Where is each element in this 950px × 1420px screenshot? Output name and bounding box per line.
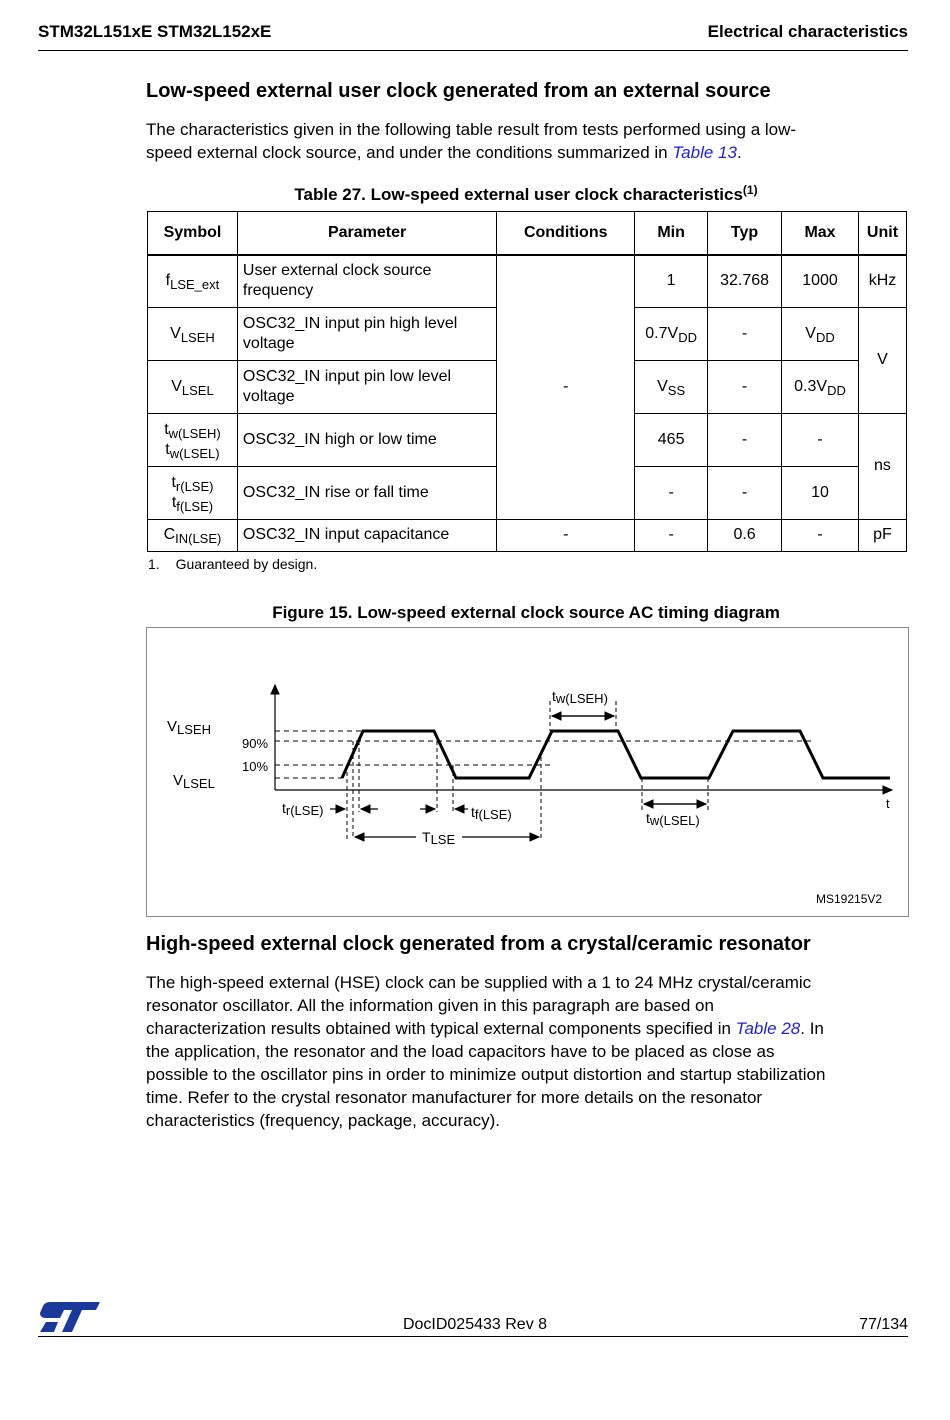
table-row <box>148 255 907 307</box>
section-paragraph-lse <box>146 118 906 164</box>
tw-lseh-label: tw(LSEH) <box>552 688 608 706</box>
vlseh-label: VLSEH <box>167 718 211 737</box>
paragraph-line: time. Refer to the crystal resonator manufacturer for more details on the resonator <box>146 1088 763 1107</box>
figure-reference: MS19215V2 <box>816 892 883 906</box>
symbol-sub: LSEL <box>181 382 214 398</box>
typ-cell: - <box>708 360 782 413</box>
min-cell: - <box>635 519 708 551</box>
value-main: 0.7V <box>645 324 679 342</box>
header-section-title: Electrical characteristics <box>707 22 908 41</box>
symbol-sub: LSEH <box>180 329 215 345</box>
footnote-text: Guaranteed by design. <box>175 556 318 572</box>
min-cell: 465 <box>635 413 708 466</box>
parameter-cell <box>237 307 496 360</box>
min-cell <box>635 307 708 360</box>
min-cell <box>635 360 708 413</box>
min-cell: - <box>635 466 708 519</box>
value-sub: DD <box>815 329 835 345</box>
unit-cell: pF <box>858 519 906 551</box>
header-divider <box>38 50 908 51</box>
label-90-percent: 90% <box>242 736 269 751</box>
paragraph-text: . <box>736 143 742 162</box>
symbol-sub: f(LSE) <box>176 498 214 514</box>
symbol-line <box>153 473 232 493</box>
symbol-line <box>153 420 232 440</box>
table-header-cell: Conditions <box>497 212 635 256</box>
parameter-line: OSC32_IN input pin high level <box>242 314 458 332</box>
table-13-link[interactable]: Table 13 <box>672 143 737 162</box>
paragraph-line: resonator oscillator. All the information given in this paragraph are based on <box>146 996 714 1015</box>
table-header-cell: Min <box>635 212 708 256</box>
conditions-cell: - <box>497 255 635 519</box>
symbol-main: t <box>165 440 170 458</box>
figure-caption: Figure 15. Low-speed external clock source AC timing diagram <box>272 603 780 622</box>
parameter-cell: OSC32_IN high or low time <box>237 413 496 466</box>
symbol-main: t <box>164 420 169 438</box>
table-28-link[interactable]: Table 28 <box>735 1019 801 1038</box>
parameter-cell <box>237 255 496 307</box>
paragraph-line: characteristics (frequency, package, accuracy). <box>146 1111 500 1130</box>
symbol-cell <box>148 413 238 466</box>
table-row <box>148 519 907 551</box>
paragraph-line: the application, the resonator and the load capacitors have to be placed as close as <box>146 1042 775 1061</box>
lse-characteristics-table <box>147 211 907 552</box>
table-footnote <box>148 556 317 572</box>
symbol-cell <box>148 255 238 307</box>
symbol-sub: w(LSEH) <box>168 425 221 441</box>
footer-divider <box>38 1336 908 1337</box>
symbol-line <box>153 440 232 460</box>
table-header-cell: Unit <box>858 212 906 256</box>
vlsel-label: VLSEL <box>173 772 215 791</box>
tlse-label: TLSE <box>422 829 456 847</box>
typ-cell: - <box>708 307 782 360</box>
value-sub: SS <box>667 382 686 398</box>
section-paragraph-hse <box>146 971 916 1132</box>
paragraph-line: The high-speed external (HSE) clock can be supplied with a 1 to 24 MHz crystal/ceramic <box>146 973 812 992</box>
tw-lsel-label: tw(LSEL) <box>646 810 700 828</box>
parameter-line: OSC32_IN input pin low level <box>242 367 452 385</box>
max-cell: 1000 <box>782 255 859 307</box>
footer-page-number: 77/134 <box>859 1316 908 1333</box>
symbol-cell <box>148 307 238 360</box>
unit-cell: kHz <box>858 255 906 307</box>
typ-cell: 0.6 <box>708 519 782 551</box>
max-cell: 10 <box>782 466 859 519</box>
parameter-line: voltage <box>242 387 295 405</box>
table-header-cell: Typ <box>708 212 782 256</box>
parameter-cell: OSC32_IN input capacitance <box>237 519 496 551</box>
section-heading-hse: High-speed external clock generated from a crystal/ceramic resonator <box>146 933 811 955</box>
value-sub: DD <box>827 382 846 398</box>
t-axis-label: t <box>886 796 890 811</box>
typ-cell: - <box>708 466 782 519</box>
symbol-main: V <box>170 324 181 342</box>
parameter-line: User external clock source <box>242 262 432 280</box>
symbol-main: t <box>171 473 176 491</box>
symbol-main: t <box>171 493 177 511</box>
unit-cell: V <box>858 307 906 413</box>
parameter-cell: OSC32_IN rise or fall time <box>237 466 496 519</box>
tf-lse-label: tf(LSE) <box>471 804 512 822</box>
paragraph-text: characterization results obtained with typical external components specified in <box>146 1019 736 1038</box>
timing-diagram <box>146 627 909 917</box>
table-caption-note: (1) <box>742 183 758 197</box>
max-cell <box>782 360 859 413</box>
symbol-cell <box>148 360 238 413</box>
table-header-row <box>148 212 907 256</box>
typ-cell: 32.768 <box>708 255 782 307</box>
symbol-sub: LSE_ext <box>170 277 220 293</box>
value-sub: DD <box>678 329 697 345</box>
conditions-cell: - <box>497 519 635 551</box>
max-cell: - <box>782 413 859 466</box>
symbol-sub: IN(LSE) <box>175 531 222 546</box>
footnote-number: 1. <box>148 556 160 572</box>
paragraph-line <box>146 1017 916 1040</box>
label-10-percent: 10% <box>242 759 269 774</box>
value-main: V <box>805 324 816 342</box>
symbol-main: C <box>163 526 176 543</box>
symbol-sub: r(LSE) <box>175 478 214 494</box>
section-heading-lse: Low-speed external user clock generated from an external source <box>146 80 771 102</box>
symbol-cell <box>148 466 238 519</box>
typ-cell: - <box>708 413 782 466</box>
parameter-line: frequency <box>242 282 314 300</box>
paragraph-text: speed external clock source, and under the conditions summarized in <box>146 143 673 162</box>
min-cell: 1 <box>635 255 708 307</box>
symbol-cell <box>148 519 238 551</box>
footer-doc-id: DocID025433 Rev 8 <box>402 1316 548 1333</box>
value-main: V <box>657 377 668 395</box>
value-main: 0.3V <box>794 377 828 395</box>
symbol-main: V <box>171 377 182 395</box>
table-header-cell: Max <box>782 212 859 256</box>
paragraph-line: The characteristics given in the following table result from tests performed using a low- <box>146 120 797 139</box>
symbol-main: f <box>165 272 171 290</box>
header-doc-title: STM32L151xE STM32L152xE <box>38 22 272 41</box>
paragraph-line: possible to the oscillator pins in order to minimize output distortion and startup stabilization <box>146 1065 826 1084</box>
paragraph-line <box>146 141 906 164</box>
table-header-cell: Parameter <box>237 212 496 256</box>
clock-waveform <box>342 731 890 778</box>
unit-cell: ns <box>858 413 906 519</box>
tr-lse-label: tr(LSE) <box>282 800 324 818</box>
table-caption <box>146 185 906 205</box>
parameter-line: voltage <box>242 334 295 352</box>
parameter-cell <box>237 360 496 413</box>
table-header-cell: Symbol <box>148 212 238 256</box>
table-caption-text: Table 27. Low-speed external user clock characteristics <box>294 185 743 204</box>
paragraph-text: . In <box>800 1019 824 1038</box>
max-cell <box>782 307 859 360</box>
symbol-line <box>153 493 232 513</box>
max-cell: - <box>782 519 859 551</box>
symbol-sub: w(LSEL) <box>169 445 220 461</box>
